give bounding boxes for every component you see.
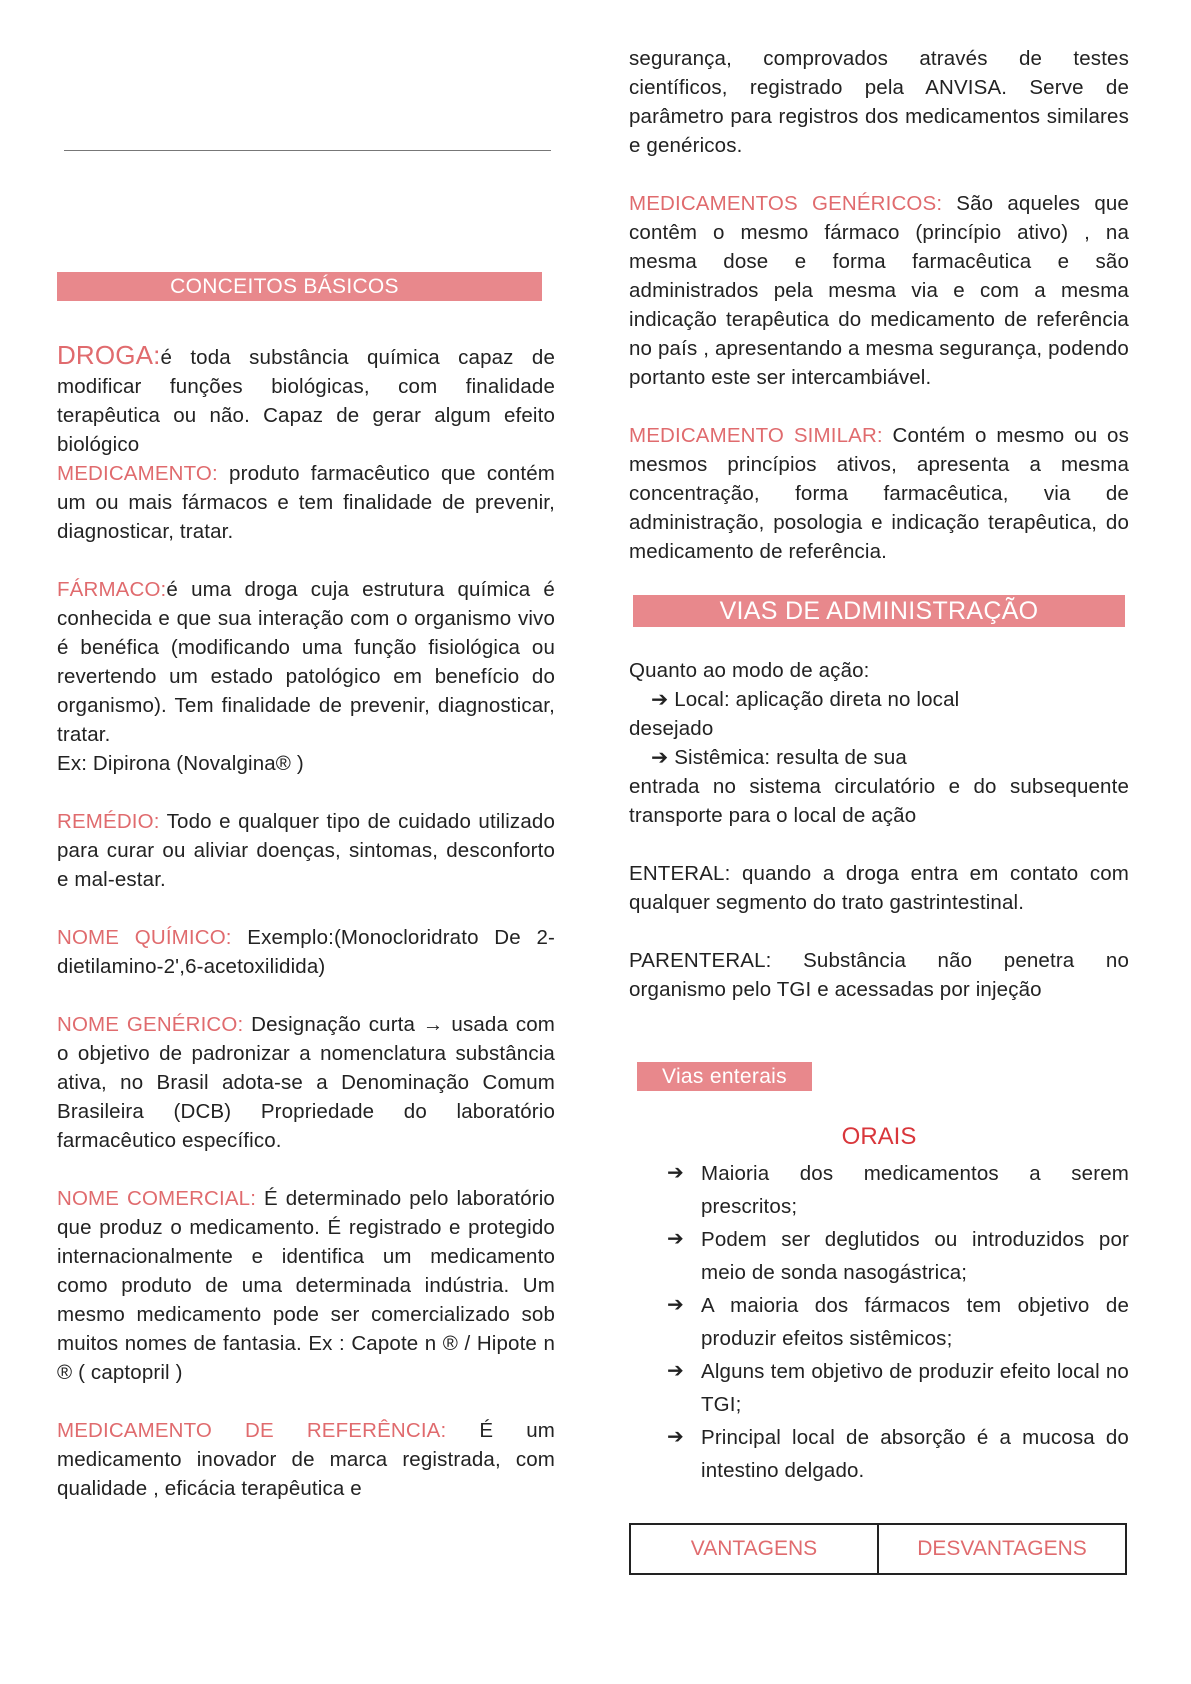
section-banner-conceitos: CONCEITOS BÁSICOS — [57, 272, 542, 301]
arrow-icon: ➔ — [667, 1228, 684, 1250]
farmaco-example: Ex: Dipirona (Novalgina® ) — [57, 752, 304, 775]
label-droga: DROGA: — [57, 340, 161, 370]
paragraph-parenteral: PARENTERAL: Substância não penetra no organismo pelo TGI e acessadas por injeção — [629, 949, 1129, 1001]
paragraph-medicamento-referencia: MEDICAMENTO DE REFERÊNCIA: É um medicamento inovador de marca registrada, com qualidade , eficácia terapêutica e — [57, 1419, 555, 1500]
list-item: ➔ Principal local de absorção é a mucosa do intestino delgado. — [667, 1421, 1129, 1487]
arrow-icon: ➔ — [667, 1162, 684, 1184]
label-nome-quimico: NOME QUÍMICO: — [57, 926, 232, 949]
paragraph-genericos: MEDICAMENTOS GENÉRICOS: São aqueles que contêm o mesmo fármaco (princípio ativo) , na mesma dose e forma farmacêutica e são administrados pela mesma via e com a mesma indicação terapêutica do medicamento de referência no país , apresentando a mesma segurança, podendo portanto este ser intercambiável. — [629, 192, 1129, 389]
label-similar: MEDICAMENTO SIMILAR: — [629, 424, 883, 447]
list-item: ➔ Podem ser deglutidos ou introduzidos por meio de sonda nasogástrica; — [667, 1223, 1129, 1289]
vantagens-desvantagens-table — [629, 1523, 1127, 1575]
arrow-icon: ➔ — [667, 1426, 684, 1448]
label-nome-comercial: NOME COMERCIAL: — [57, 1187, 257, 1210]
arrow-icon: ➔ — [651, 688, 669, 711]
label-genericos: MEDICAMENTOS GENÉRICOS: — [629, 192, 943, 215]
label-medicamento-referencia: MEDICAMENTO DE REFERÊNCIA: — [57, 1419, 447, 1442]
arrow-icon: ➔ — [651, 746, 669, 769]
label-medicamento: MEDICAMENTO: — [57, 462, 218, 485]
left-column — [57, 272, 555, 1503]
modo-acao-heading: Quanto ao modo de ação: — [629, 659, 870, 682]
list-item: ➔ Alguns tem objetivo de produzir efeito local no TGI; — [667, 1355, 1129, 1421]
paragraph-referencia-continuation: segurança, comprovados através de testes científicos, registrado pela ANVISA. Serve de parâmetro para registros dos medicamentos similares e genéricos. — [629, 47, 1129, 157]
paragraph-droga: DROGA:é toda substância química capaz de modificar funções biológicas, com finalidade terapêutica ou não. Capaz de gerar algum efeito biológico — [57, 340, 555, 456]
list-item: ➔ Maioria dos medicamentos a serem prescritos; — [667, 1157, 1129, 1223]
paragraph-remedio: REMÉDIO: Todo e qualquer tipo de cuidado utilizado para curar ou aliviar doenças, sintomas, desconforto e mal-estar. — [57, 810, 555, 891]
paragraph-similar: MEDICAMENTO SIMILAR: Contém o mesmo ou os mesmos princípios ativos, apresenta a mesma concentração, forma farmacêutica, via de administração, posologia e indicação terapêutica, do medicamento de referência. — [629, 424, 1129, 563]
right-column — [629, 44, 1129, 1575]
paragraph-nome-quimico: NOME QUÍMICO: Exemplo:(Monocloridrato De 2-dietilamino-2',6-acetoxilidida) — [57, 926, 555, 978]
item-local: ➔ Local: aplicação direta no local desejado — [629, 688, 960, 740]
paragraph-farmaco: FÁRMACO:é uma droga cuja estrutura química é conhecida e que sua interação com o organismo vivo é benéfica (modificando uma função fisiológica ou revertendo um estado patológico em benefício do organismo). Tem finalidade de prevenir, diagnosticar, tratar. — [57, 578, 555, 746]
label-farmaco: FÁRMACO: — [57, 578, 167, 601]
list-item: ➔ A maioria dos fármacos tem objetivo de produzir efeitos sistêmicos; — [667, 1289, 1129, 1355]
paragraph-nome-comercial: NOME COMERCIAL: É determinado pelo laboratório que produz o medicamento. É registrado e protegido internacionalmente e identifica um medicamento como produto de uma determinada indústria. Um mesmo medicamento pode ser comercializado sob muitos nomes de fantasia. Ex : Capote n ® / Hipote n ® ( captopril ) — [57, 1187, 555, 1384]
table-header-desvantagens: DESVANTAGENS — [878, 1524, 1126, 1574]
item-sistemica: ➔ Sistêmica: resulta de sua entrada no sistema circulatório e do subsequente transporte para o local de ação — [629, 746, 1129, 827]
section-banner-vias-enterais: Vias enterais — [637, 1062, 812, 1091]
arrow-icon: ➔ — [667, 1360, 684, 1382]
label-nome-generico: NOME GENÉRICO: — [57, 1013, 244, 1036]
table-header-vantagens: VANTAGENS — [630, 1524, 878, 1574]
section-banner-vias: VIAS DE ADMINISTRAÇÃO — [633, 595, 1125, 627]
paragraph-nome-generico: NOME GENÉRICO: Designação curta → usada com o objetivo de padronizar a nomenclatura substância ativa, no Brasil adota-se a Denominação Comum Brasileira (DCB) Propriedade do laboratório farmacêutico específico. — [57, 1013, 555, 1152]
arrow-icon: ➔ — [667, 1294, 684, 1316]
orais-list — [629, 1157, 1129, 1487]
paragraph-medicamento: MEDICAMENTO: produto farmacêutico que contém um ou mais fármacos e tem finalidade de prevenir, diagnosticar, tratar. — [57, 462, 555, 543]
paragraph-enteral: ENTERAL: quando a droga entra em contato com qualquer segmento do trato gastrintestinal. — [629, 862, 1129, 914]
header-rule — [64, 150, 551, 151]
orais-title: ORAIS — [841, 1123, 917, 1150]
label-remedio: REMÉDIO: — [57, 810, 160, 833]
